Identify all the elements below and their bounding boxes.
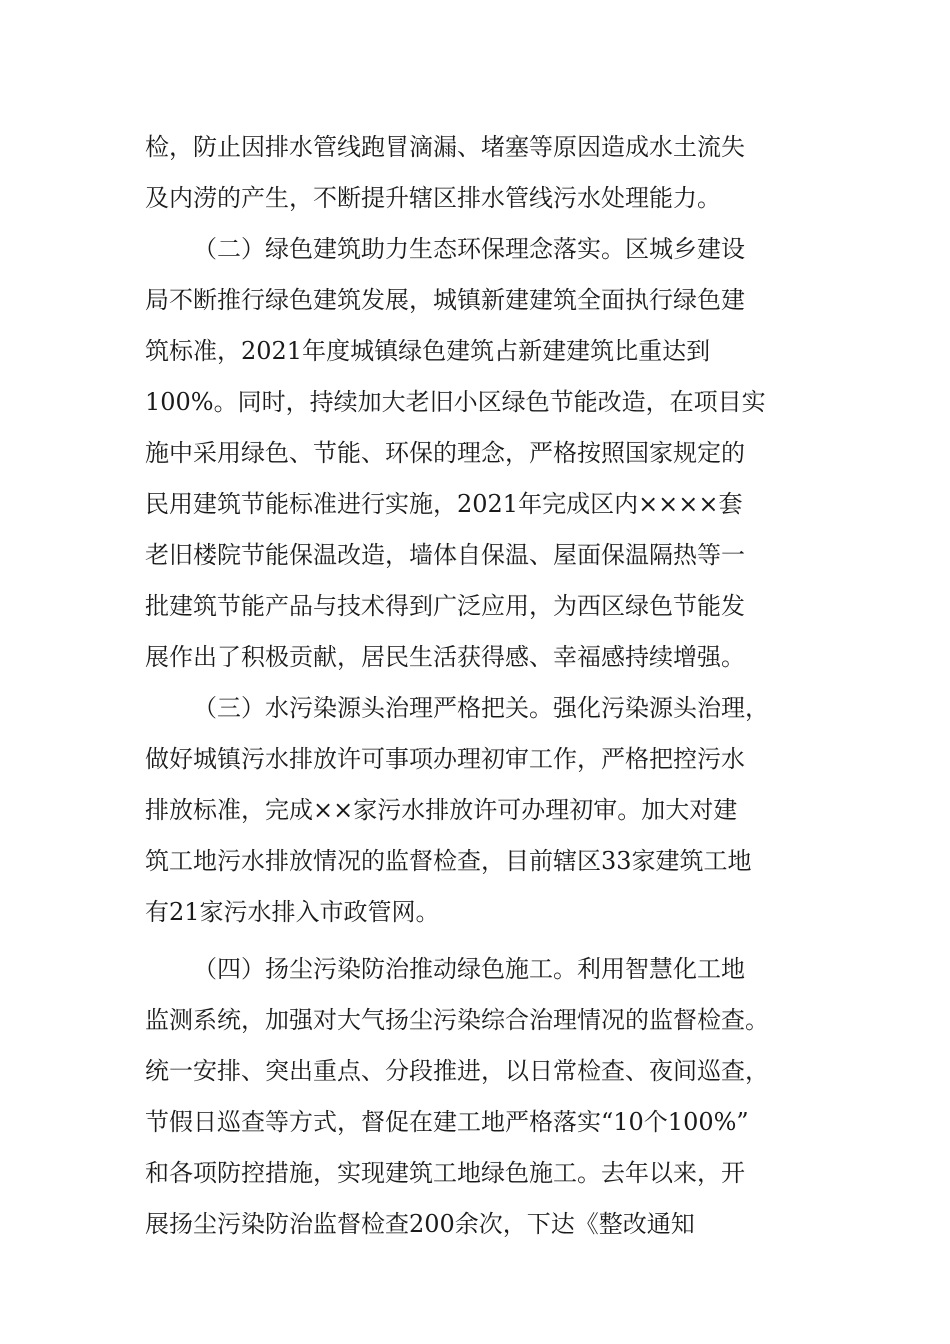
paragraph-green-building — [145, 224, 805, 683]
text-line: 筑工地污水排放情况的监督检查，目前辖区33家建筑工地 — [145, 847, 752, 875]
text-line: 统一安排、突出重点、分段推进，以日常检查、夜间巡查， — [145, 1057, 769, 1085]
paragraph-water-pollution — [145, 683, 805, 938]
text-line: 监测系统，加强对大气扬尘污染综合治理情况的监督检查。 — [145, 1006, 769, 1034]
text-line: （四）扬尘污染防治推动绿色施工。利用智慧化工地 — [193, 955, 745, 983]
text-line: 展作出了积极贡献，居民生活获得感、幸福感持续增强。 — [145, 643, 745, 671]
text-line: 检，防止因排水管线跑冒滴漏、堵塞等原因造成水土流失 — [145, 133, 745, 161]
text-line: （三）水污染源头治理严格把关。强化污染源头治理， — [193, 694, 769, 722]
text-line: 节假日巡查等方式，督促在建工地严格落实“10个100%” — [145, 1108, 749, 1136]
text-line: 批建筑节能产品与技术得到广泛应用，为西区绿色节能发 — [145, 592, 745, 620]
text-line: 100%。同时，持续加大老旧小区绿色节能改造，在项目实 — [145, 388, 766, 416]
text-line: 老旧楼院节能保温改造，墙体自保温、屋面保温隔热等一 — [145, 541, 745, 569]
paragraph-drainage-continuation — [145, 122, 805, 224]
text-line: 做好城镇污水排放许可事项办理初审工作，严格把控污水 — [145, 745, 745, 773]
paragraph-dust-pollution — [145, 944, 805, 1250]
text-line: 排放标准，完成××家污水排放许可办理初审。加大对建 — [145, 796, 738, 824]
text-line: 有21家污水排入市政管网。 — [145, 898, 440, 926]
text-line: 筑标准，2021年度城镇绿色建筑占新建建筑比重达到 — [145, 337, 711, 365]
text-line: 局不断推行绿色建筑发展，城镇新建建筑全面执行绿色建 — [145, 286, 745, 314]
text-line: 和各项防控措施，实现建筑工地绿色施工。去年以来，开 — [145, 1159, 745, 1187]
text-line: 展扬尘污染防治监督检查200余次，下达《整改通知 — [145, 1210, 695, 1238]
text-line: 民用建筑节能标准进行实施，2021年完成区内××××套 — [145, 490, 743, 518]
document-body — [145, 122, 805, 1250]
text-line: 施中采用绿色、节能、环保的理念，严格按照国家规定的 — [145, 439, 745, 467]
text-line: 及内涝的产生，不断提升辖区排水管线污水处理能力。 — [145, 184, 721, 212]
text-line: （二）绿色建筑助力生态环保理念落实。区城乡建设 — [193, 235, 745, 263]
